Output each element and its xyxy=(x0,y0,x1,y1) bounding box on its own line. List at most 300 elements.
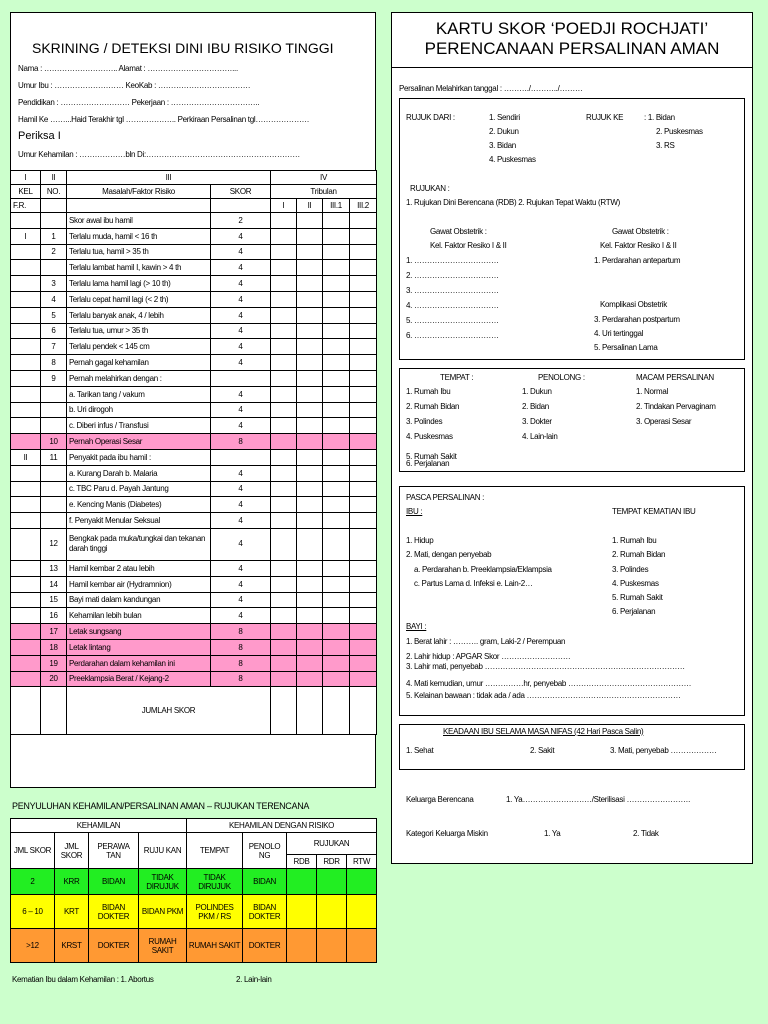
tribulan-checkbox[interactable] xyxy=(297,355,323,371)
tribulan-checkbox[interactable] xyxy=(350,449,377,465)
no-cell: 18 xyxy=(41,639,67,655)
skor-cell: 4 xyxy=(211,513,271,529)
tribulan-checkbox[interactable] xyxy=(323,655,350,671)
table-row xyxy=(11,276,377,292)
tribulan-checkbox[interactable] xyxy=(350,291,377,307)
tribulan-checkbox[interactable] xyxy=(350,560,377,576)
tribulan-checkbox[interactable] xyxy=(350,513,377,529)
cell[interactable] xyxy=(347,929,377,963)
tribulan-checkbox[interactable] xyxy=(323,213,350,229)
tribulan-checkbox[interactable] xyxy=(297,592,323,608)
tribulan-checkbox[interactable] xyxy=(323,513,350,529)
tribulan-checkbox[interactable] xyxy=(271,323,297,339)
tribulan-checkbox[interactable] xyxy=(271,497,297,513)
table-row xyxy=(11,497,377,513)
macam-opt[interactable]: 1. Normal xyxy=(636,387,668,396)
skor-cell: 4 xyxy=(211,291,271,307)
tribulan-checkbox[interactable] xyxy=(350,418,377,434)
rujukan-table xyxy=(10,818,377,963)
kel-cell: II xyxy=(11,449,41,465)
tribulan-checkbox[interactable] xyxy=(323,671,350,687)
table-row xyxy=(11,465,377,481)
tribulan-checkbox[interactable] xyxy=(350,402,377,418)
tribulan-checkbox[interactable] xyxy=(271,528,297,560)
miskin-label: Kategori Keluarga Miskin xyxy=(406,829,488,838)
skor-cell xyxy=(211,449,271,465)
tempat-opt[interactable]: 1. Rumah Ibu xyxy=(406,387,451,396)
tribulan-checkbox[interactable] xyxy=(297,497,323,513)
tribulan-checkbox[interactable] xyxy=(271,402,297,418)
skor-cell: 8 xyxy=(211,655,271,671)
tribulan-checkbox[interactable] xyxy=(271,608,297,624)
tribulan-checkbox[interactable] xyxy=(350,592,377,608)
tempat-opt[interactable]: 6. Perjalanan xyxy=(406,459,450,468)
kb-label: Keluarga Berencana xyxy=(406,795,474,804)
tribulan-checkbox[interactable] xyxy=(271,339,297,355)
rujuk-ke-opt[interactable]: 3. RS xyxy=(656,141,675,150)
tribulan-checkbox[interactable] xyxy=(323,402,350,418)
bayi-line[interactable]: 1. Berat lahir : ………. gram, Laki-2 / Perempuan xyxy=(406,637,566,646)
persalinan-date[interactable]: Persalinan Melahirkan tanggal : ………./………../……… xyxy=(399,84,583,93)
rujuk-dari-opt[interactable]: 2. Dukun xyxy=(489,127,519,136)
cell: TIDAK DIRUJUK xyxy=(187,869,243,895)
header-masalah: Masalah/Faktor Risiko xyxy=(67,185,211,199)
tribulan-checkbox[interactable] xyxy=(323,624,350,640)
rujuk-ke-opt[interactable]: : 1. Bidan xyxy=(644,113,675,122)
bayi-line[interactable]: 2. Lahir hidup : APGAR Skor ……………………… xyxy=(406,652,571,661)
cell xyxy=(41,687,67,735)
tribulan-checkbox[interactable] xyxy=(323,323,350,339)
ibu-title: IBU : xyxy=(406,507,423,516)
bayi-line[interactable]: 3. Lahir mati, penyebab …………………………………………………………………… xyxy=(406,662,685,671)
tribulan-checkbox[interactable] xyxy=(271,592,297,608)
tribulan-checkbox[interactable] xyxy=(271,418,297,434)
kel-cell xyxy=(11,276,41,292)
tribulan-checkbox[interactable] xyxy=(323,418,350,434)
macam-opt[interactable]: 3. Operasi Sesar xyxy=(636,417,692,426)
no-cell xyxy=(41,418,67,434)
risk-factor-cell: Perdarahan dalam kehamilan ini xyxy=(67,655,211,671)
cell[interactable] xyxy=(317,869,347,895)
tribulan-checkbox[interactable] xyxy=(323,386,350,402)
tribulan-checkbox[interactable] xyxy=(350,260,377,276)
komplikasi-line[interactable]: 5. Persalinan Lama xyxy=(594,343,658,352)
cell: 6 – 10 xyxy=(11,895,55,929)
field-pendidikan[interactable]: Pendidikan : ……………………… Pekerjaan : …………………………….. xyxy=(18,98,260,107)
tribulan-checkbox[interactable] xyxy=(323,260,350,276)
tribulan-checkbox[interactable] xyxy=(350,481,377,497)
no-cell: 16 xyxy=(41,608,67,624)
cell: KRST xyxy=(55,929,89,963)
tribulan-checkbox[interactable] xyxy=(297,449,323,465)
tribulan-checkbox[interactable] xyxy=(297,323,323,339)
penolong-opt[interactable]: 2. Bidan xyxy=(522,402,549,411)
gawat1-line[interactable]: 2. …………………………… xyxy=(406,271,499,280)
tribulan-checkbox[interactable] xyxy=(350,465,377,481)
table-row xyxy=(11,260,377,276)
tk-opt[interactable]: 3. Polindes xyxy=(612,565,649,574)
tribulan-checkbox[interactable] xyxy=(297,213,323,229)
cell: POLINDES PKM / RS xyxy=(187,895,243,929)
risk-factor-cell: a. Tarikan tang / vakum xyxy=(67,386,211,402)
skor-cell: 4 xyxy=(211,497,271,513)
cell: BIDAN xyxy=(243,869,287,895)
skor-cell: 4 xyxy=(211,355,271,371)
tribulan-checkbox[interactable] xyxy=(297,260,323,276)
tribulan-checkbox[interactable] xyxy=(323,370,350,386)
tribulan-checkbox[interactable] xyxy=(297,339,323,355)
cell[interactable] xyxy=(347,895,377,929)
tribulan-checkbox[interactable] xyxy=(323,449,350,465)
tribulan-checkbox[interactable] xyxy=(323,528,350,560)
ibu-opt[interactable]: a. Perdarahan b. Preeklampsia/Eklampsia xyxy=(414,565,552,574)
tk-opt[interactable]: 1. Rumah Ibu xyxy=(612,536,657,545)
risk-factor-cell: Terlalu tua, hamil > 35 th xyxy=(67,244,211,260)
tribulan-checkbox[interactable] xyxy=(271,276,297,292)
gawat1-line[interactable]: 6. …………………………… xyxy=(406,331,499,340)
bayi-line[interactable]: 5. Kelainan bawaan : tidak ada / ada …………………………………………………… xyxy=(406,691,681,700)
total-cell[interactable] xyxy=(323,687,350,735)
tribulan-checkbox[interactable] xyxy=(350,228,377,244)
skor-cell: 4 xyxy=(211,323,271,339)
tribulan-checkbox[interactable] xyxy=(297,244,323,260)
tribulan-checkbox[interactable] xyxy=(271,624,297,640)
tribulan-checkbox[interactable] xyxy=(297,528,323,560)
cell[interactable] xyxy=(287,929,317,963)
header-no: NO. xyxy=(41,185,67,199)
tribulan-checkbox[interactable] xyxy=(297,276,323,292)
miskin-opt1[interactable]: 1. Ya xyxy=(544,829,561,838)
risk-factor-cell: Terlalu lambat hamil I, kawin > 4 th xyxy=(67,260,211,276)
tempat-kematian-title: TEMPAT KEMATIAN IBU xyxy=(612,507,696,516)
cell: >12 xyxy=(11,929,55,963)
komplikasi-line[interactable]: 4. Uri tertinggal xyxy=(594,329,644,338)
risk-factor-cell: c. Diberi infus / Transfusi xyxy=(67,418,211,434)
tribulan-checkbox[interactable] xyxy=(297,513,323,529)
header-skor: SKOR xyxy=(211,185,271,199)
tribulan-checkbox[interactable] xyxy=(297,655,323,671)
kb-value[interactable]: 1. Ya………………………/Sterilisasi ……………………. xyxy=(506,795,691,804)
penolong-opt[interactable]: 3. Dokter xyxy=(522,417,552,426)
header-fr: F.R. xyxy=(11,199,41,213)
rujuk-dari-opt[interactable]: 4. Puskesmas xyxy=(489,155,536,164)
skor-cell: 4 xyxy=(211,402,271,418)
risk-factor-cell: Terlalu muda, hamil < 16 th xyxy=(67,228,211,244)
tribulan-checkbox[interactable] xyxy=(323,339,350,355)
tribulan-checkbox[interactable] xyxy=(350,576,377,592)
tribulan-checkbox[interactable] xyxy=(297,386,323,402)
tri-col: II xyxy=(297,199,323,213)
table-row xyxy=(11,869,377,895)
tribulan-checkbox[interactable] xyxy=(350,339,377,355)
tribulan-checkbox[interactable] xyxy=(297,481,323,497)
table-row xyxy=(11,434,377,450)
rujuk-dari-opt[interactable]: 3. Bidan xyxy=(489,141,516,150)
risk-factor-table xyxy=(10,170,377,735)
tribulan-checkbox[interactable] xyxy=(297,560,323,576)
kel-cell xyxy=(11,323,41,339)
tri-col: I xyxy=(271,199,297,213)
nifas-opt[interactable]: 1. Sehat xyxy=(406,746,434,755)
tribulan-checkbox[interactable] xyxy=(271,434,297,450)
ibu-opt[interactable]: 1. Hidup xyxy=(406,536,434,545)
tribulan-checkbox[interactable] xyxy=(271,655,297,671)
risk-factor-cell: f. Penyakit Menular Seksual xyxy=(67,513,211,529)
penolong-opt[interactable]: 4. Lain-lain xyxy=(522,432,558,441)
tribulan-checkbox[interactable] xyxy=(271,228,297,244)
table-row xyxy=(11,929,377,963)
komplikasi-title: Komplikasi Obstetrik xyxy=(600,300,667,309)
tribulan-checkbox[interactable] xyxy=(297,465,323,481)
tribulan-checkbox[interactable] xyxy=(350,355,377,371)
penolong-opt[interactable]: 1. Dukun xyxy=(522,387,552,396)
tribulan-checkbox[interactable] xyxy=(297,434,323,450)
no-cell: 20 xyxy=(41,671,67,687)
tribulan-checkbox[interactable] xyxy=(323,228,350,244)
tribulan-checkbox[interactable] xyxy=(323,434,350,450)
bayi-title: BAYI : xyxy=(406,622,427,631)
risk-factor-cell: a. Kurang Darah b. Malaria xyxy=(67,465,211,481)
tribulan-checkbox[interactable] xyxy=(271,307,297,323)
skor-cell: 4 xyxy=(211,560,271,576)
gawat1-line[interactable]: 4. …………………………… xyxy=(406,301,499,310)
total-cell[interactable] xyxy=(297,687,323,735)
tribulan-checkbox[interactable] xyxy=(350,213,377,229)
ibu-opt[interactable]: 2. Mati, dengan penyebab xyxy=(406,550,492,559)
gawat1-line[interactable]: 1. …………………………… xyxy=(406,256,499,265)
rujuk-dari-opt[interactable]: 1. Sendiri xyxy=(489,113,520,122)
komplikasi-line[interactable]: 3. Perdarahan postpartum xyxy=(594,315,680,324)
tempat-opt[interactable]: 2. Rumah Bidan xyxy=(406,402,460,411)
kel-cell xyxy=(11,244,41,260)
tribulan-checkbox[interactable] xyxy=(271,465,297,481)
card-title: KARTU SKOR ‘POEDJI ROCHJATI’ xyxy=(435,19,709,38)
ibu-opt[interactable]: c. Partus Lama d. Infeksi e. Lain-2… xyxy=(414,579,533,588)
tribulan-checkbox[interactable] xyxy=(323,608,350,624)
rujukan-line[interactable]: 1. Rujukan Dini Berencana (RDB) 2. Rujukan Tepat Waktu (RTW) xyxy=(406,198,620,207)
kel-cell xyxy=(11,339,41,355)
kel-cell xyxy=(11,497,41,513)
skor-cell: 4 xyxy=(211,244,271,260)
tribulan-checkbox[interactable] xyxy=(271,244,297,260)
kel-cell xyxy=(11,671,41,687)
tribulan-checkbox[interactable] xyxy=(323,497,350,513)
gawat1-line[interactable]: 3. …………………………… xyxy=(406,286,499,295)
cell[interactable] xyxy=(317,895,347,929)
tribulan-checkbox[interactable] xyxy=(350,639,377,655)
bayi-line[interactable]: 4. Mati kemudian, umur ……………hr, penyebab ………………………………………… xyxy=(406,679,692,688)
kel-cell xyxy=(11,418,41,434)
tk-opt[interactable]: 5. Rumah Sakit xyxy=(612,593,663,602)
table-row xyxy=(11,418,377,434)
cell xyxy=(11,687,41,735)
field-hamil-ke[interactable]: Hamil Ke ……...Haid Terakhir tgl ……………….. Perkiraan Persalinan tgl………………… xyxy=(18,115,310,124)
kel-cell xyxy=(11,608,41,624)
tribulan-checkbox[interactable] xyxy=(297,639,323,655)
tribulan-checkbox[interactable] xyxy=(271,560,297,576)
tribulan-checkbox[interactable] xyxy=(297,624,323,640)
total-cell[interactable] xyxy=(271,687,297,735)
tribulan-checkbox[interactable] xyxy=(271,671,297,687)
col-jml-skor-2: JML SKOR xyxy=(55,833,89,869)
tribulan-checkbox[interactable] xyxy=(271,481,297,497)
table-row xyxy=(11,402,377,418)
no-cell xyxy=(41,497,67,513)
col-tempat: TEMPAT xyxy=(187,833,243,869)
kel-cell xyxy=(11,481,41,497)
field-umur-kehamilan[interactable]: Umur Kehamilan : ………………bln Di:…………………………………………………… xyxy=(18,150,300,159)
field-nama[interactable]: Nama : ……………………….. Alamat : ……………………………... xyxy=(18,64,238,73)
tribulan-checkbox[interactable] xyxy=(297,418,323,434)
tribulan-checkbox[interactable] xyxy=(323,592,350,608)
tribulan-checkbox[interactable] xyxy=(350,323,377,339)
tribulan-checkbox[interactable] xyxy=(271,639,297,655)
tribulan-checkbox[interactable] xyxy=(350,655,377,671)
tribulan-checkbox[interactable] xyxy=(271,291,297,307)
risk-factor-cell: Hamil kembar air (Hydramnion) xyxy=(67,576,211,592)
tribulan-checkbox[interactable] xyxy=(350,671,377,687)
cell: BIDAN DOKTER xyxy=(89,895,139,929)
kel-cell xyxy=(11,402,41,418)
table-row xyxy=(11,244,377,260)
tribulan-checkbox[interactable] xyxy=(271,213,297,229)
table-row xyxy=(11,528,377,560)
tribulan-checkbox[interactable] xyxy=(350,370,377,386)
miskin-opt2[interactable]: 2. Tidak xyxy=(633,829,659,838)
skor-cell: 8 xyxy=(211,624,271,640)
tribulan-checkbox[interactable] xyxy=(297,370,323,386)
cell[interactable] xyxy=(317,929,347,963)
skor-cell: 4 xyxy=(211,386,271,402)
no-cell: 8 xyxy=(41,355,67,371)
risk-factor-cell: Pernah melahirkan dengan : xyxy=(67,370,211,386)
col-rdb: RDB xyxy=(287,855,317,869)
no-cell xyxy=(41,402,67,418)
roman-iv: IV xyxy=(271,171,377,185)
tribulan-checkbox[interactable] xyxy=(323,639,350,655)
tribulan-checkbox[interactable] xyxy=(271,370,297,386)
tk-opt[interactable]: 4. Puskesmas xyxy=(612,579,659,588)
tribulan-checkbox[interactable] xyxy=(297,228,323,244)
cell: TIDAK DIRUJUK xyxy=(139,869,187,895)
gawat1-sub: Kel. Faktor Resiko I & II xyxy=(430,241,507,250)
cell: RUMAH SAKIT xyxy=(139,929,187,963)
tribulan-checkbox[interactable] xyxy=(323,307,350,323)
tribulan-checkbox[interactable] xyxy=(297,402,323,418)
card-subtitle: PERENCANAAN PERSALINAN AMAN xyxy=(424,39,720,58)
tribulan-checkbox[interactable] xyxy=(350,434,377,450)
roman-i: I xyxy=(11,171,41,185)
screening-title: SKRINING / DETEKSI DINI IBU RISIKO TINGGI xyxy=(32,40,334,56)
tk-opt[interactable]: 6. Perjalanan xyxy=(612,607,656,616)
kel-cell xyxy=(11,307,41,323)
total-cell[interactable] xyxy=(350,687,377,735)
field-umur-ibu[interactable]: Umur Ibu : ……………………… KeoKab : ……………………………… xyxy=(18,81,251,90)
tri-col: III.2 xyxy=(350,199,377,213)
kel-cell xyxy=(11,560,41,576)
skor-cell: 8 xyxy=(211,639,271,655)
tribulan-checkbox[interactable] xyxy=(271,386,297,402)
tribulan-checkbox[interactable] xyxy=(350,307,377,323)
cell[interactable] xyxy=(287,869,317,895)
tribulan-checkbox[interactable] xyxy=(350,386,377,402)
col-rtw: RTW xyxy=(347,855,377,869)
roman-ii: II xyxy=(41,171,67,185)
macam-opt[interactable]: 2. Tindakan Pervaginam xyxy=(636,402,716,411)
tribulan-checkbox[interactable] xyxy=(350,624,377,640)
tribulan-checkbox[interactable] xyxy=(271,449,297,465)
risk-factor-cell: Pernah gagal kehamilan xyxy=(67,355,211,371)
tribulan-checkbox[interactable] xyxy=(350,276,377,292)
tribulan-checkbox[interactable] xyxy=(297,576,323,592)
tribulan-checkbox[interactable] xyxy=(323,291,350,307)
tribulan-checkbox[interactable] xyxy=(350,244,377,260)
tribulan-checkbox[interactable] xyxy=(323,576,350,592)
table-row xyxy=(11,895,377,929)
tribulan-checkbox[interactable] xyxy=(297,671,323,687)
tribulan-checkbox[interactable] xyxy=(323,355,350,371)
tribulan-checkbox[interactable] xyxy=(297,307,323,323)
rujuk-ke-opt[interactable]: 2. Puskesmas xyxy=(656,127,703,136)
risk-factor-cell: Hamil kembar 2 atau lebih xyxy=(67,560,211,576)
kel-cell xyxy=(11,370,41,386)
skor-cell: 4 xyxy=(211,228,271,244)
tribulan-checkbox[interactable] xyxy=(350,608,377,624)
kel-cell xyxy=(11,639,41,655)
nifas-opt[interactable]: 2. Sakit xyxy=(530,746,555,755)
gawat1-title: Gawat Obstetrik : xyxy=(430,227,487,236)
risk-factor-cell: Kehamilan lebih bulan xyxy=(67,608,211,624)
tribulan-checkbox[interactable] xyxy=(271,260,297,276)
cell[interactable] xyxy=(347,869,377,895)
tribulan-checkbox[interactable] xyxy=(271,513,297,529)
total-row xyxy=(11,687,377,735)
kel-cell xyxy=(11,513,41,529)
tribulan-checkbox[interactable] xyxy=(297,291,323,307)
tribulan-checkbox[interactable] xyxy=(350,497,377,513)
nifas-opt[interactable]: 3. Mati, penyebab ……………… xyxy=(610,746,717,755)
risk-factor-cell: Terlalu cepat hamil lagi (< 2 th) xyxy=(67,291,211,307)
gawat1-line[interactable]: 5. …………………………… xyxy=(406,316,499,325)
tribulan-checkbox[interactable] xyxy=(271,355,297,371)
tribulan-checkbox[interactable] xyxy=(323,244,350,260)
tempat-opt[interactable]: 5. Rumah Sakit xyxy=(406,452,457,461)
no-cell: 2 xyxy=(41,244,67,260)
kel-cell xyxy=(11,260,41,276)
no-cell xyxy=(41,465,67,481)
no-cell: 7 xyxy=(41,339,67,355)
table-row xyxy=(11,481,377,497)
tribulan-checkbox[interactable] xyxy=(271,576,297,592)
risk-factor-cell: Letak sungsang xyxy=(67,624,211,640)
tribulan-checkbox[interactable] xyxy=(350,528,377,560)
header-kel: KEL xyxy=(11,185,41,199)
table-row xyxy=(11,671,377,687)
tribulan-checkbox[interactable] xyxy=(297,608,323,624)
kel-cell xyxy=(11,528,41,560)
skor-cell: 4 xyxy=(211,465,271,481)
tk-opt[interactable]: 2. Rumah Bidan xyxy=(612,550,666,559)
cell[interactable] xyxy=(287,895,317,929)
kematian-opt2[interactable]: 2. Lain-lain xyxy=(236,975,272,984)
tribulan-checkbox[interactable] xyxy=(323,481,350,497)
tempat-opt[interactable]: 3. Polindes xyxy=(406,417,443,426)
tribulan-checkbox[interactable] xyxy=(323,276,350,292)
tribulan-checkbox[interactable] xyxy=(323,560,350,576)
tribulan-checkbox[interactable] xyxy=(323,465,350,481)
gawat2-line[interactable]: 1. Perdarahan antepartum xyxy=(594,256,681,265)
tempat-opt[interactable]: 4. Puskesmas xyxy=(406,432,453,441)
